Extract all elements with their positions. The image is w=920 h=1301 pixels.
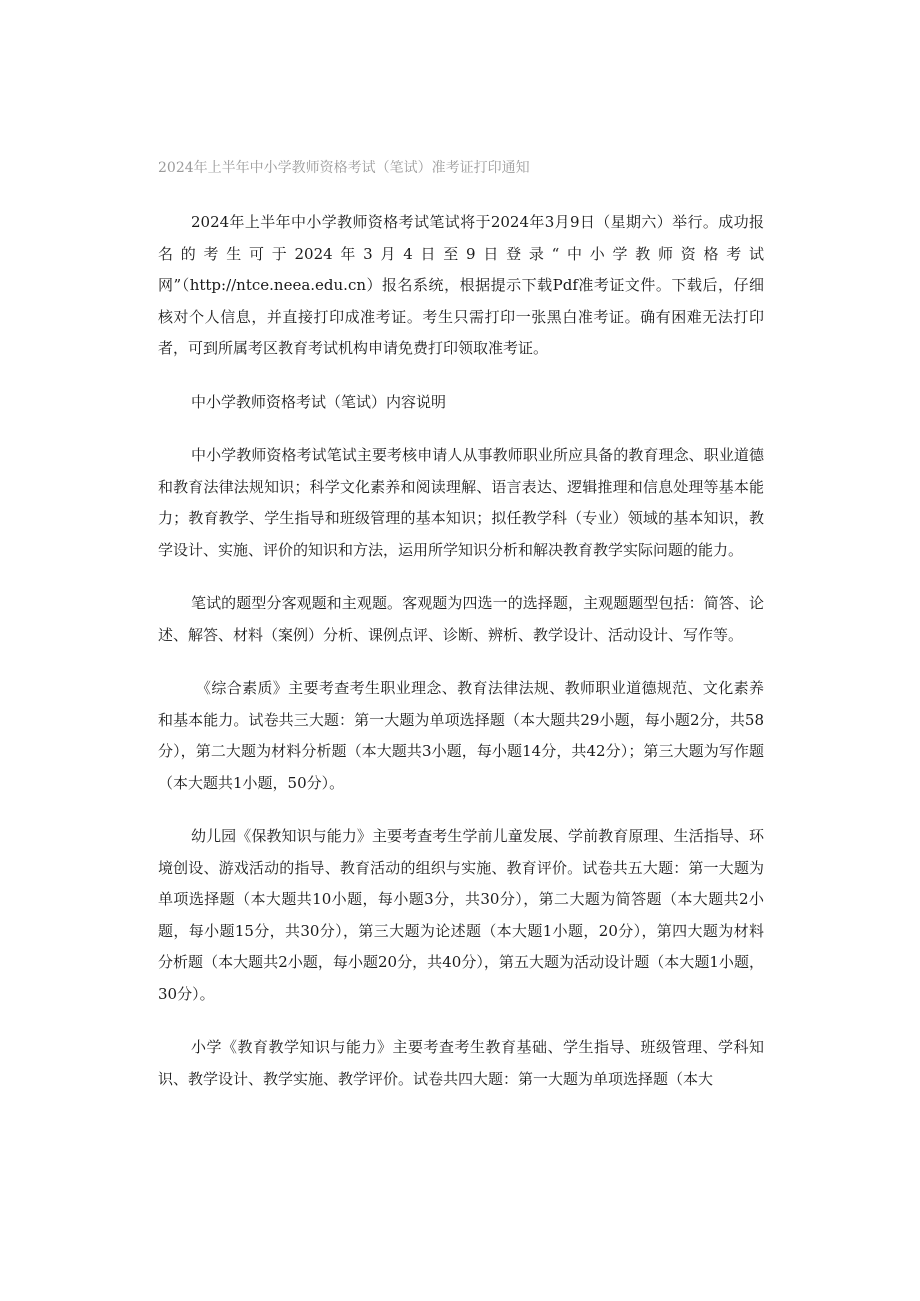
document-title: 2024年上半年中小学教师资格考试（笔试）准考证打印通知 <box>158 160 530 176</box>
paragraph-question-types: 笔试的题型分客观题和主观题。客观题为四选一的选择题，主观题题型包括：简答、论述、解答、材料（案例）分析、课例点评、诊断、辨析、教学设计、活动设计、写作等。 <box>158 594 764 644</box>
paragraph-exam-content: 中小学教师资格考试笔试主要考核申请人从事教师职业所应具备的教育理念、职业道德和教育法律法规知识；科学文化素养和阅读理解、语言表达、逻辑推理和信息处理等基本能力；教育教学、学生指导和班级管理的基本知识；拟任教学科（专业）领域的基本知识，教学设计、实施、评价的知识和方法，运用所学知识分析和解决教育教学实际问题的能力。 <box>158 446 764 559</box>
paragraph-comprehensive-quality: 《综合素质》主要考查考生职业理念、教育法律法规、教师职业道德规范、文化素养和基本能力。试卷共三大题：第一大题为单项选择题（本大题共29小题，每小题2分，共58分），第二大题为材料分析题（本大题共3小题，每小题14分，共42分）；第三大题为写作题（本大题共1小题，50分）。 <box>158 679 764 792</box>
paragraph-kindergarten: 幼儿园《保教知识与能力》主要考查考生学前儿童发展、学前教育原理、生活指导、环境创设、游戏活动的指导、教育活动的组织与实施、教育评价。试卷共五大题：第一大题为单项选择题（本大题共10小题，每小题3分，共30分），第二大题为简答题（本大题共2小题，每小题15分，共30分），第三大题为论述题（本大题1小题，20分），第四大题为材料分析题（本大题共2小题，每小题20分，共40分），第五大题为活动设计题（本大题1小题，30分）。 <box>158 827 764 1003</box>
document-body <box>158 207 764 1117</box>
paragraph-admission-notice: 2024年上半年中小学教师资格考试笔试将于2024年3月9日（星期六）举行。成功报名的考生可于2024年3月4日至9日登录“中小学教师资格考试网”（http://ntce.neea.edu.cn）报名系统，根据提示下载Pdf准考证文件。下载后，仔细核对个人信息，并直接打印成准考证。考生只需打印一张黑白准考证。确有困难无法打印者，可到所属考区教育考试机构申请免费打印领取准考证。 <box>158 213 764 357</box>
paragraph-primary-school: 小学《教育教学知识与能力》主要考查考生教育基础、学生指导、班级管理、学科知识、教学设计、教学实施、教学评价。试卷共四大题：第一大题为单项选择题（本大 <box>158 1038 764 1088</box>
paragraph-section-heading: 中小学教师资格考试（笔试）内容说明 <box>191 392 447 411</box>
